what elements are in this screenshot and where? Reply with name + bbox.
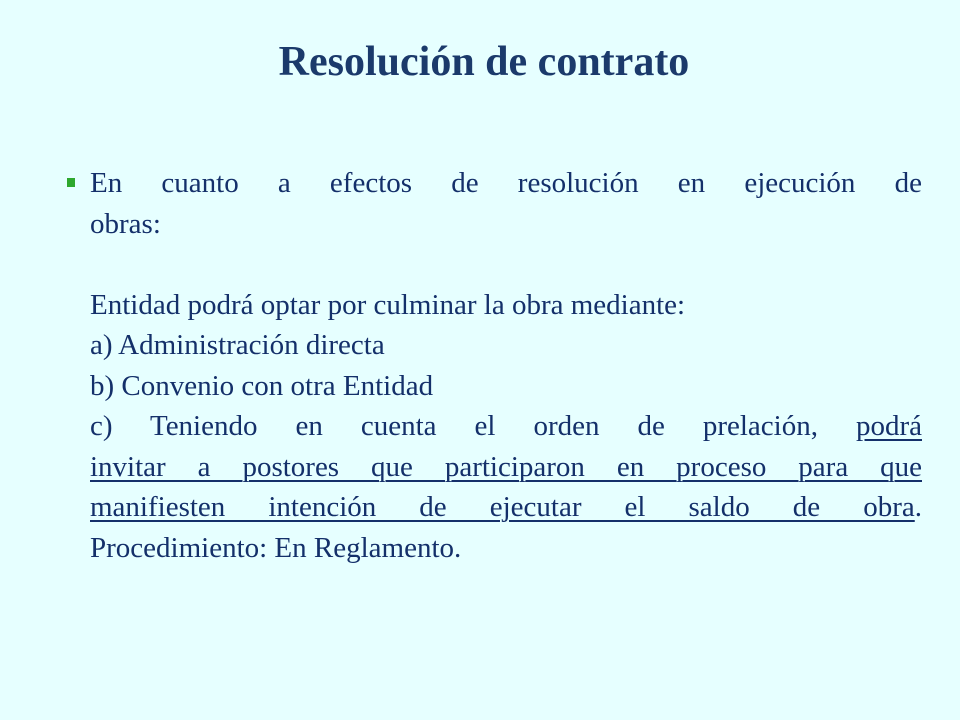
bullet-square-icon — [67, 178, 75, 187]
option-c-underlined-1: podrá — [855, 410, 922, 442]
option-c-line-2 — [90, 447, 922, 488]
option-c-line-1 — [90, 406, 922, 447]
intro-line-1 — [90, 163, 922, 204]
slide-title: Resolución de contrato — [278, 39, 690, 85]
intro-text-1: En cuanto a efectos de resolución en ejecución de — [90, 167, 922, 199]
option-c-text: c) Teniendo en cuenta el orden de prelación, — [90, 410, 818, 442]
option-a: a) Administración directa — [90, 329, 385, 361]
option-c-underlined-3: manifiesten intención de ejecutar el saldo de obra — [90, 491, 915, 523]
option-c-line-3 — [90, 487, 922, 528]
entity-line: Entidad podrá optar por culminar la obra mediante: — [90, 288, 686, 321]
option-b: b) Convenio con otra Entidad — [90, 369, 434, 402]
intro-line-2: obras: — [90, 207, 161, 240]
bullet-content — [90, 163, 922, 568]
option-c-period: . — [914, 491, 922, 523]
blank-line — [90, 244, 922, 285]
option-c-underlined-2: invitar a postores que participaron en proceso para que — [90, 450, 922, 483]
procedure-line: Procedimiento: En Reglamento. — [90, 531, 462, 564]
